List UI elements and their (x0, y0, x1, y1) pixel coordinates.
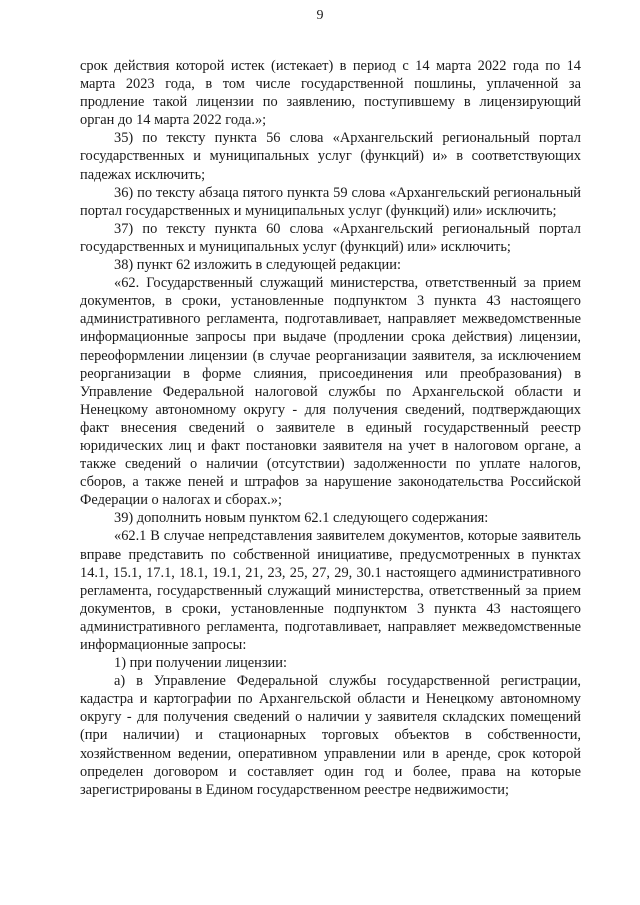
document-body (80, 57, 581, 799)
paragraph-item-39: 39) дополнить новым пунктом 62.1 следующего содержания: (114, 510, 489, 527)
paragraph-item-37: 37) по тексту пункта 60 слова «Архангельский региональный портал государственных и муниципальных услуг (функций) или» исключить; (80, 220, 581, 255)
page-number: 9 (316, 8, 324, 23)
paragraph-subitem-1: 1) при получении лицензии: (114, 655, 287, 672)
paragraph-item-35: 35) по тексту пункта 56 слова «Архангельский региональный портал государственных и муниципальных услуг (функций) и» в соответствующих падежах исключить; (80, 130, 581, 183)
paragraph-subitem-a: а) в Управление Федеральной службы государственной регистрации, кадастра и картографии по Архангельской области и Ненецкому автономному округу - для получения сведений о наличии у заявителя складских помещений (при наличии) и стационарных торговых объектов в собственности, хозяйственном ведении, оперативном управлении или в аренде, срок которой определен договором и составляет один год и более, права на которые зарегистрированы в Едином государственном реестре недвижимости; (80, 673, 581, 798)
paragraph-item-38: 38) пункт 62 изложить в следующей редакции: (114, 257, 401, 274)
paragraph-continuation: срок действия которой истек (истекает) в период с 14 марта 2022 года по 14 марта 2023 года, в том числе государственной пошлины, уплаченной за продление такой лицензии по заявлению, поступившему в лицензирующий орган до 14 марта 2022 года.»; (80, 58, 581, 129)
paragraph-clause-62: «62. Государственный служащий министерства, ответственный за прием документов, в сроки, установленные подпунктом 3 пункта 43 настоящего административного регламента, подготавливает, направляет межведомственные информационные запросы при выдаче (продлении срока действия) лицензии, переоформлении лицензии (в случае реорганизации заявителя, за исключением реорганизации в форме слияния, присоединения или преобразования) в Управление Федеральной налоговой службы по Архангельской области и Ненецкому автономному округу - для получения сведений, подтверждающих факт внесения сведений о заявителе в единый государственный реестр юридических лиц и факт постановки заявителя на учет в налоговом органе, а также сведений о наличии (отсутствии) задолженности по уплате налогов, сборов, а также пеней и штрафов за нарушение законодательства Российской Федерации о налогах и сборах.»; (80, 275, 581, 509)
paragraph-clause-62-1: «62.1 В случае непредставления заявителем документов, которые заявитель вправе представить по собственной инициативе, предусмотренных в пунктах 14.1, 15.1, 17.1, 18.1, 19.1, 21, 23, 25, 27, 29, 30.1 настоящего административного регламента, государственный служащий министерства, ответственный за прием документов, в сроки, установленные подпунктом 3 пункта 43 настоящего административного регламента, подготавливает, направляет межведомственные информационные запросы: (80, 528, 581, 653)
paragraph-item-36: 36) по тексту абзаца пятого пункта 59 слова «Архангельский региональный портал государственных и муниципальных услуг (функций) или» исключить; (80, 184, 581, 219)
